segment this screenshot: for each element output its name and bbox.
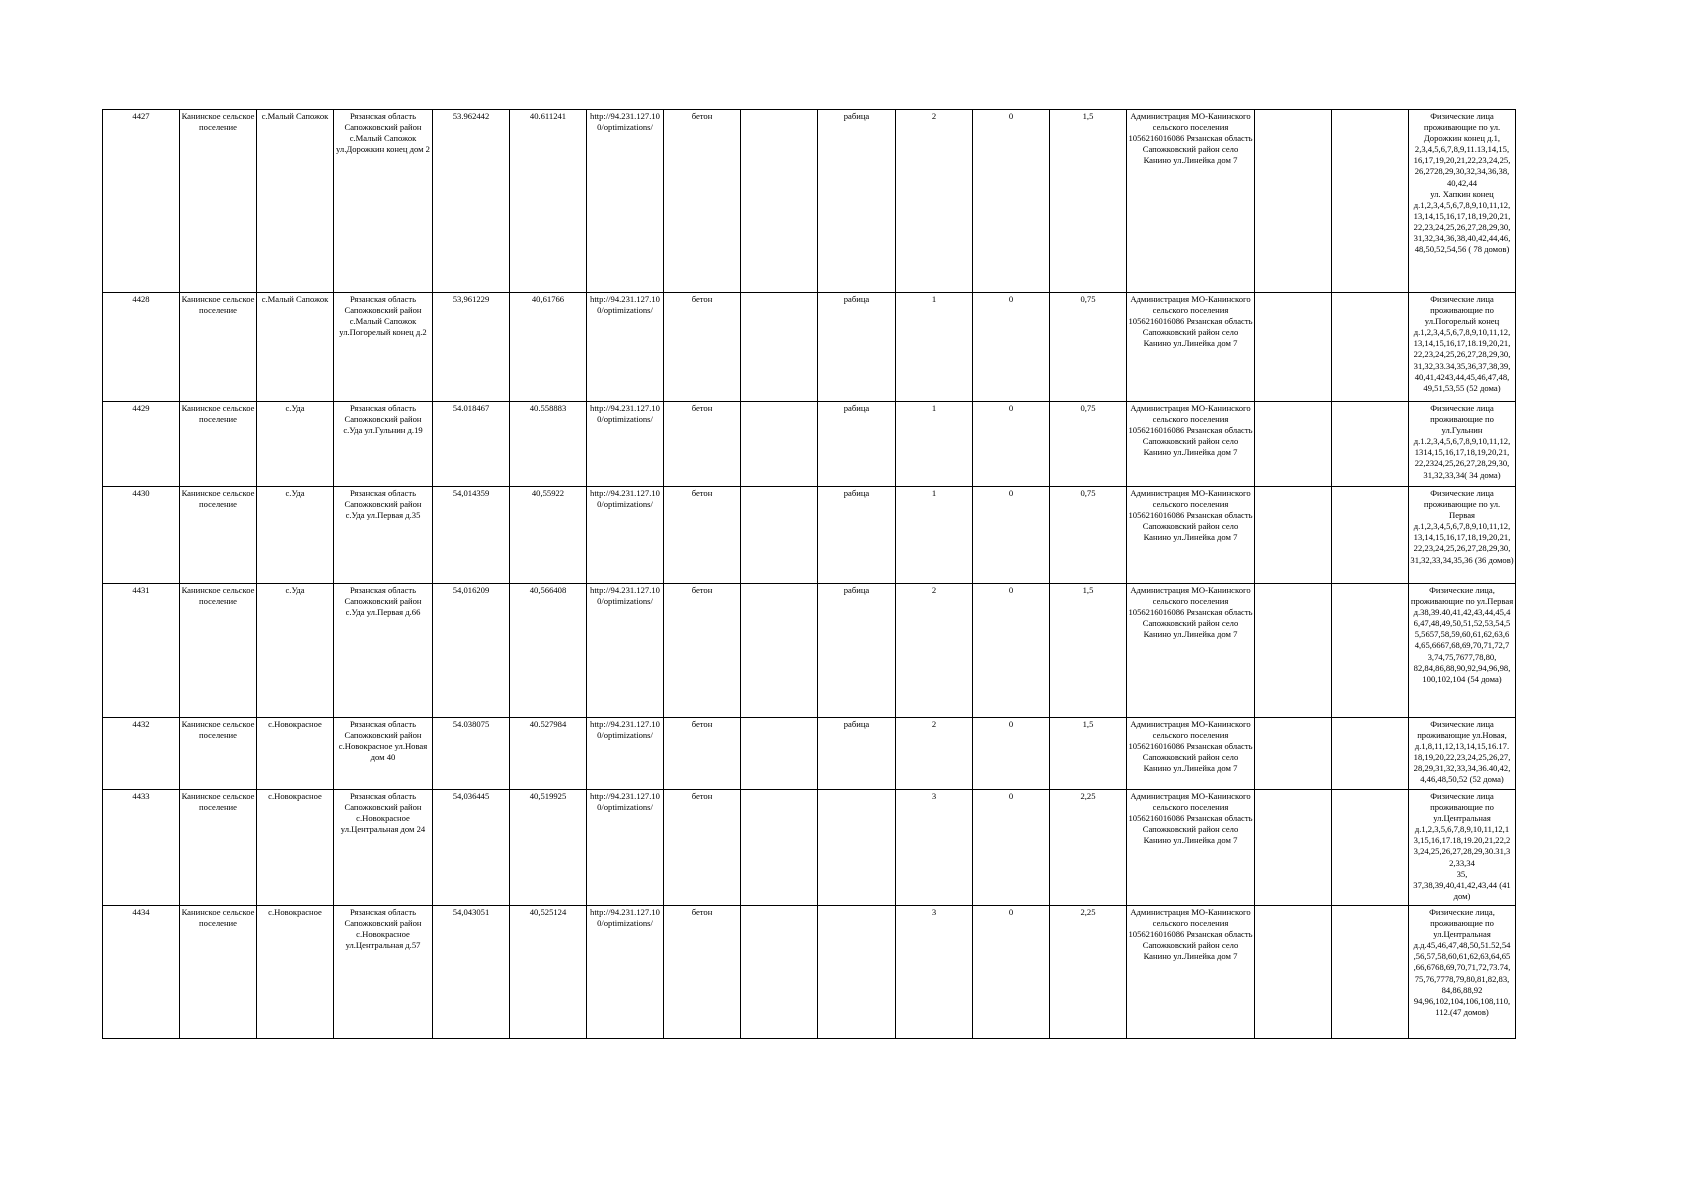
cell-locality: с.Уда <box>257 584 334 718</box>
cell-locality: с.Малый Сапожок <box>257 110 334 293</box>
cell-settlement: Канинское сельское поселение <box>180 487 257 584</box>
cell-users: Физические лица проживающие по ул. Дорожкин конец д.1, 2,3,4,5,6,7,8,9,11.13,14,15, 16,17,19,20,21,22,23,24,25, 26,2728,29,30,32,34,36,38, 40,42,44 ул. Хапкин конец д.1,2,3,4,5,6,7,8,9,10,11,12, 13,14,15,16,17,18,19,20,21, 22,23,24,25,26,27,28,29,30, 31,32,34,36,38,40,42,44,46, 48,50,52,54,56 ( 78 домов) <box>1409 110 1516 293</box>
cell-empty3 <box>1332 790 1409 906</box>
cell-owner: Администрация МО-Канинского сельского поселения 1056216016086 Рязанская область Сапожковский район село Канино ул.Линейка дом 7 <box>1127 790 1255 906</box>
cell-url: http://94.231.127.10 0/optimizations/ <box>587 718 664 790</box>
cell-zero: 0 <box>973 790 1050 906</box>
cell-containers: 1 <box>896 487 973 584</box>
cell-address: Рязанская область Сапожковский район с.Уда ул.Гульнин д.19 <box>334 402 433 487</box>
cell-empty2 <box>1255 906 1332 1039</box>
cell-volume: 0,75 <box>1050 293 1127 402</box>
cell-id: 4427 <box>103 110 180 293</box>
cell-surface: бетон <box>664 293 741 402</box>
cell-empty2 <box>1255 487 1332 584</box>
table-row <box>103 487 1516 584</box>
cell-lon: 40,55922 <box>510 487 587 584</box>
cell-users: Физические лица проживающие ул.Новая, д.1,8,11,12,13,14,15,16.17. 18,19,20,22,23,24,25,26,27, 28,29,31,32,33,34,36.40,42, 4,46,48,50,52 (52 дома) <box>1409 718 1516 790</box>
cell-locality: с.Уда <box>257 487 334 584</box>
cell-id: 4433 <box>103 790 180 906</box>
cell-fence: рабица <box>818 487 896 584</box>
cell-address: Рязанская область Сапожковский район с.Малый Сапожок ул.Дорожкин конец дом 2 <box>334 110 433 293</box>
cell-url: http://94.231.127.10 0/optimizations/ <box>587 487 664 584</box>
cell-empty3 <box>1332 718 1409 790</box>
cell-zero: 0 <box>973 110 1050 293</box>
cell-empty1 <box>741 487 818 584</box>
cell-empty1 <box>741 906 818 1039</box>
cell-empty2 <box>1255 718 1332 790</box>
cell-address: Рязанская область Сапожковский район с.Новокрасное ул.Новая дом 40 <box>334 718 433 790</box>
cell-fence: рабица <box>818 402 896 487</box>
cell-surface: бетон <box>664 790 741 906</box>
table-row <box>103 584 1516 718</box>
cell-zero: 0 <box>973 718 1050 790</box>
table-body <box>103 110 1516 1039</box>
cell-containers: 3 <box>896 790 973 906</box>
cell-locality: с.Новокрасное <box>257 790 334 906</box>
cell-owner: Администрация МО-Канинского сельского поселения 1056216016086 Рязанская область Сапожковский район село Канино ул.Линейка дом 7 <box>1127 487 1255 584</box>
cell-lon: 40,525124 <box>510 906 587 1039</box>
cell-fence <box>818 906 896 1039</box>
cell-containers: 2 <box>896 110 973 293</box>
table-row <box>103 718 1516 790</box>
waste-sites-table <box>102 109 1516 1039</box>
cell-lat: 54,036445 <box>433 790 510 906</box>
cell-url: http://94.231.127.10 0/optimizations/ <box>587 293 664 402</box>
cell-empty3 <box>1332 487 1409 584</box>
cell-lat: 53.962442 <box>433 110 510 293</box>
cell-locality: с.Уда <box>257 402 334 487</box>
table-row <box>103 790 1516 906</box>
cell-owner: Администрация МО-Канинского сельского поселения 1056216016086 Рязанская область Сапожковский район село Канино ул.Линейка дом 7 <box>1127 293 1255 402</box>
cell-users: Физические лица, проживающие по ул.Центральная д.д.45,46,47,48,50,51.52,54 ,56,57,58,60,61,62,63,64,65 ,66,6768,69,70,71,72,73.74, 75,76,7778,79,80,81,82,83, 84,86,88,92 94,96,102,104,106,108,110, 112.(47 домов) <box>1409 906 1516 1039</box>
cell-id: 4432 <box>103 718 180 790</box>
cell-empty1 <box>741 293 818 402</box>
cell-empty2 <box>1255 584 1332 718</box>
cell-lon: 40,519925 <box>510 790 587 906</box>
cell-volume: 0,75 <box>1050 487 1127 584</box>
cell-surface: бетон <box>664 402 741 487</box>
cell-fence: рабица <box>818 293 896 402</box>
cell-empty1 <box>741 718 818 790</box>
cell-lon: 40,61766 <box>510 293 587 402</box>
cell-zero: 0 <box>973 293 1050 402</box>
cell-settlement: Канинское сельское поселение <box>180 110 257 293</box>
cell-address: Рязанская область Сапожковский район с.Уда ул.Первая д.35 <box>334 487 433 584</box>
cell-fence: рабица <box>818 584 896 718</box>
cell-fence: рабица <box>818 718 896 790</box>
cell-zero: 0 <box>973 487 1050 584</box>
cell-locality: с.Новокрасное <box>257 906 334 1039</box>
cell-address: Рязанская область Сапожковский район с.Уда ул.Первая д.66 <box>334 584 433 718</box>
cell-containers: 1 <box>896 402 973 487</box>
cell-owner: Администрация МО-Канинского сельского поселения 1056216016086 Рязанская область Сапожковский район село Канино ул.Линейка дом 7 <box>1127 402 1255 487</box>
cell-empty2 <box>1255 790 1332 906</box>
cell-owner: Администрация МО-Канинского сельского поселения 1056216016086 Рязанская область Сапожковский район село Канино ул.Линейка дом 7 <box>1127 906 1255 1039</box>
cell-owner: Администрация МО-Канинского сельского поселения 1056216016086 Рязанская область Сапожковский район село Канино ул.Линейка дом 7 <box>1127 584 1255 718</box>
cell-volume: 0,75 <box>1050 402 1127 487</box>
cell-id: 4430 <box>103 487 180 584</box>
cell-settlement: Канинское сельское поселение <box>180 790 257 906</box>
cell-url: http://94.231.127.10 0/optimizations/ <box>587 110 664 293</box>
cell-empty2 <box>1255 293 1332 402</box>
cell-locality: с.Малый Сапожок <box>257 293 334 402</box>
cell-lon: 40.527984 <box>510 718 587 790</box>
cell-url: http://94.231.127.10 0/optimizations/ <box>587 790 664 906</box>
cell-empty3 <box>1332 402 1409 487</box>
cell-users: Физические лица проживающие по ул.Гульнин д.1.2,3,4,5,6,7,8,9,10,11,12, 1314,15,16,17,18,19,20,21, 22,2324,25,26,27,28,29,30, 31,32,33,34( 34 дома) <box>1409 402 1516 487</box>
cell-lat: 53,961229 <box>433 293 510 402</box>
cell-users: Физические лица проживающие по ул.Центральная д.1,2,3,5,6,7,8,9,10,11,12,1 3,15,16,17.18,19.20,21,22,2 3,24,25,26,27,28,29,30.31,3 2,33,34 35, 37,38,39,40,41,42,43,44 (41 дом) <box>1409 790 1516 906</box>
table-row <box>103 906 1516 1039</box>
cell-surface: бетон <box>664 718 741 790</box>
cell-containers: 1 <box>896 293 973 402</box>
cell-address: Рязанская область Сапожковский район с.Новокрасное ул.Центральная дом 24 <box>334 790 433 906</box>
cell-lat: 54,016209 <box>433 584 510 718</box>
cell-lon: 40.558883 <box>510 402 587 487</box>
cell-settlement: Канинское сельское поселение <box>180 584 257 718</box>
table-row <box>103 402 1516 487</box>
cell-id: 4431 <box>103 584 180 718</box>
cell-settlement: Канинское сельское поселение <box>180 718 257 790</box>
cell-lat: 54.018467 <box>433 402 510 487</box>
cell-surface: бетон <box>664 584 741 718</box>
cell-id: 4434 <box>103 906 180 1039</box>
cell-zero: 0 <box>973 906 1050 1039</box>
cell-users: Физические лица проживающие по ул. Первая д.1,2,3,4,5,6,7,8,9,10,11,12, 13,14,15,16,17,18,19,20,21, 22,23,24,25,26,27,28,29,30, 31,32,33,34,35,36 (36 домов) <box>1409 487 1516 584</box>
cell-zero: 0 <box>973 402 1050 487</box>
cell-address: Рязанская область Сапожковский район с.Малый Сапожок ул.Погорелый конец д.2 <box>334 293 433 402</box>
cell-empty2 <box>1255 402 1332 487</box>
cell-fence: рабица <box>818 110 896 293</box>
cell-empty3 <box>1332 110 1409 293</box>
cell-owner: Администрация МО-Канинского сельского поселения 1056216016086 Рязанская область Сапожковский район село Канино ул.Линейка дом 7 <box>1127 718 1255 790</box>
cell-url: http://94.231.127.10 0/optimizations/ <box>587 402 664 487</box>
cell-fence <box>818 790 896 906</box>
cell-lon: 40.611241 <box>510 110 587 293</box>
cell-containers: 3 <box>896 906 973 1039</box>
cell-volume: 2,25 <box>1050 906 1127 1039</box>
cell-url: http://94.231.127.10 0/optimizations/ <box>587 906 664 1039</box>
cell-users: Физические лица проживающие по ул.Погорелый конец д.1,2,3,4,5,6,7,8,9,10,11,12, 13,14,15,16,17,18.19,20,21, 22,23,24,25,26,27,28,29,30, 31,32,33.34,35,36,37,38,39, 40,41,4243,44,45,46,47,48, 49,51,53,55 (52 дома) <box>1409 293 1516 402</box>
cell-empty1 <box>741 790 818 906</box>
cell-volume: 1,5 <box>1050 584 1127 718</box>
cell-id: 4429 <box>103 402 180 487</box>
cell-volume: 1,5 <box>1050 718 1127 790</box>
cell-empty3 <box>1332 584 1409 718</box>
cell-surface: бетон <box>664 906 741 1039</box>
cell-locality: с.Новокрасное <box>257 718 334 790</box>
cell-containers: 2 <box>896 718 973 790</box>
cell-empty3 <box>1332 906 1409 1039</box>
cell-lat: 54,043051 <box>433 906 510 1039</box>
cell-empty3 <box>1332 293 1409 402</box>
table-row <box>103 293 1516 402</box>
cell-owner: Администрация МО-Канинского сельского поселения 1056216016086 Рязанская область Сапожковский район село Канино ул.Линейка дом 7 <box>1127 110 1255 293</box>
cell-id: 4428 <box>103 293 180 402</box>
document-page <box>102 109 1516 1039</box>
cell-users: Физические лица, проживающие по ул.Первая д.38,39.40,41,42,43,44,45,4 6,47,48,49,50,51,52,53,54,5 5,5657,58,59,60,61,62,63,6 4,65,6667,68,69,70,71,72,7 3,74,75,7677,78,80, 82,84,86,88,90,92,94,96,98, 100,102,104 (54 дома) <box>1409 584 1516 718</box>
cell-zero: 0 <box>973 584 1050 718</box>
cell-settlement: Канинское сельское поселение <box>180 906 257 1039</box>
cell-address: Рязанская область Сапожковский район с.Новокрасное ул.Центральная д.57 <box>334 906 433 1039</box>
cell-volume: 2,25 <box>1050 790 1127 906</box>
cell-empty1 <box>741 110 818 293</box>
cell-empty1 <box>741 402 818 487</box>
cell-lat: 54,014359 <box>433 487 510 584</box>
cell-url: http://94.231.127.10 0/optimizations/ <box>587 584 664 718</box>
cell-empty1 <box>741 584 818 718</box>
cell-settlement: Канинское сельское поселение <box>180 293 257 402</box>
cell-lat: 54.038075 <box>433 718 510 790</box>
cell-settlement: Канинское сельское поселение <box>180 402 257 487</box>
cell-empty2 <box>1255 110 1332 293</box>
table-row <box>103 110 1516 293</box>
cell-lon: 40,566408 <box>510 584 587 718</box>
cell-containers: 2 <box>896 584 973 718</box>
cell-surface: бетон <box>664 487 741 584</box>
cell-volume: 1,5 <box>1050 110 1127 293</box>
cell-surface: бетон <box>664 110 741 293</box>
